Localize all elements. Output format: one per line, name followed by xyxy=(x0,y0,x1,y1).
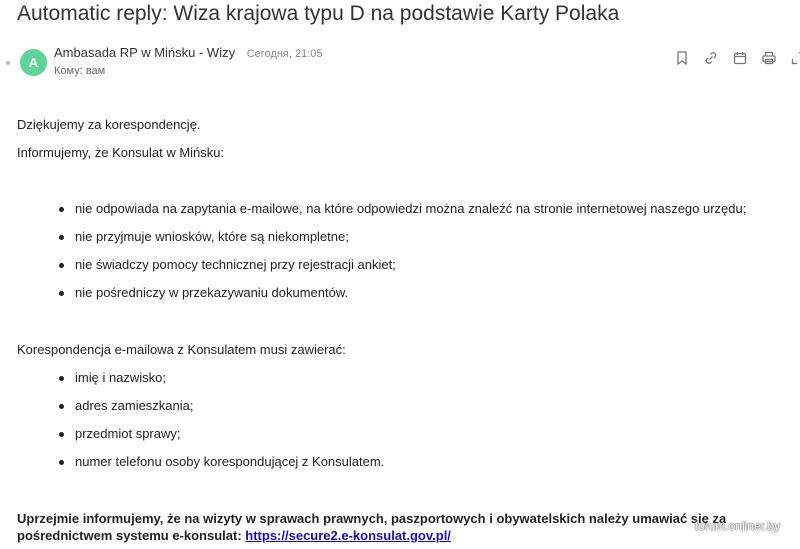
link-icon[interactable] xyxy=(702,49,720,67)
greeting-text: Dziękujemy za korespondencję. xyxy=(17,117,201,132)
bookmark-icon[interactable] xyxy=(673,49,691,67)
sent-time: Сегодня, 21:05 xyxy=(246,48,323,60)
list-item: nie odpowiada na zapytania e-mailowe, na które odpowiedzi można znaleźć na stronie internetowej naszego urzędu; xyxy=(17,200,746,228)
info-intro-text: Informujemy, że Konsulat w Mińsku: xyxy=(17,145,225,160)
not-list xyxy=(17,200,746,312)
list-item: nie przyjmuje wniosków, które są niekompletne; xyxy=(17,228,746,256)
watermark: forum.onliner.by xyxy=(694,519,780,533)
print-icon[interactable] xyxy=(760,49,778,67)
list-item: adres zamieszkania; xyxy=(17,397,384,425)
list-item: przedmiot sprawy; xyxy=(17,425,384,453)
list-item: nie świadczy pomocy technicznej przy rejestracji ankiet; xyxy=(17,256,746,284)
recipient-line[interactable]: Кому: вам xyxy=(54,65,106,77)
list-item: imię i nazwisko; xyxy=(17,369,384,397)
expand-icon[interactable] xyxy=(789,49,800,67)
must-intro-text: Korespondencja e-mailowa z Konsulatem musi zawierać: xyxy=(17,342,346,357)
e-konsulat-link[interactable]: https://secure2.e-konsulat.gov.pl/ xyxy=(245,528,451,543)
final-notice xyxy=(17,510,787,544)
sender-name[interactable]: Ambasada RP w Mińsku - Wizy xyxy=(54,45,236,60)
must-list xyxy=(17,369,384,481)
email-subject: Automatic reply: Wiza krajowa typu D na podstawie Karty Polaka xyxy=(17,2,620,25)
unread-indicator xyxy=(6,61,10,65)
avatar[interactable]: A xyxy=(20,49,47,76)
sender-line xyxy=(54,45,323,60)
message-toolbar xyxy=(673,49,800,67)
list-item: nie pośredniczy w przekazywaniu dokumentów. xyxy=(17,284,746,312)
final-notice-text: Uprzejmie informujemy, że na wizyty w sprawach prawnych, paszportowych i obywatelskich należy umawiać się za pośrednictwem systemu e-konsulat: xyxy=(17,511,727,543)
calendar-icon[interactable] xyxy=(731,49,749,67)
list-item: numer telefonu osoby korespondującej z Konsulatem. xyxy=(17,453,384,481)
